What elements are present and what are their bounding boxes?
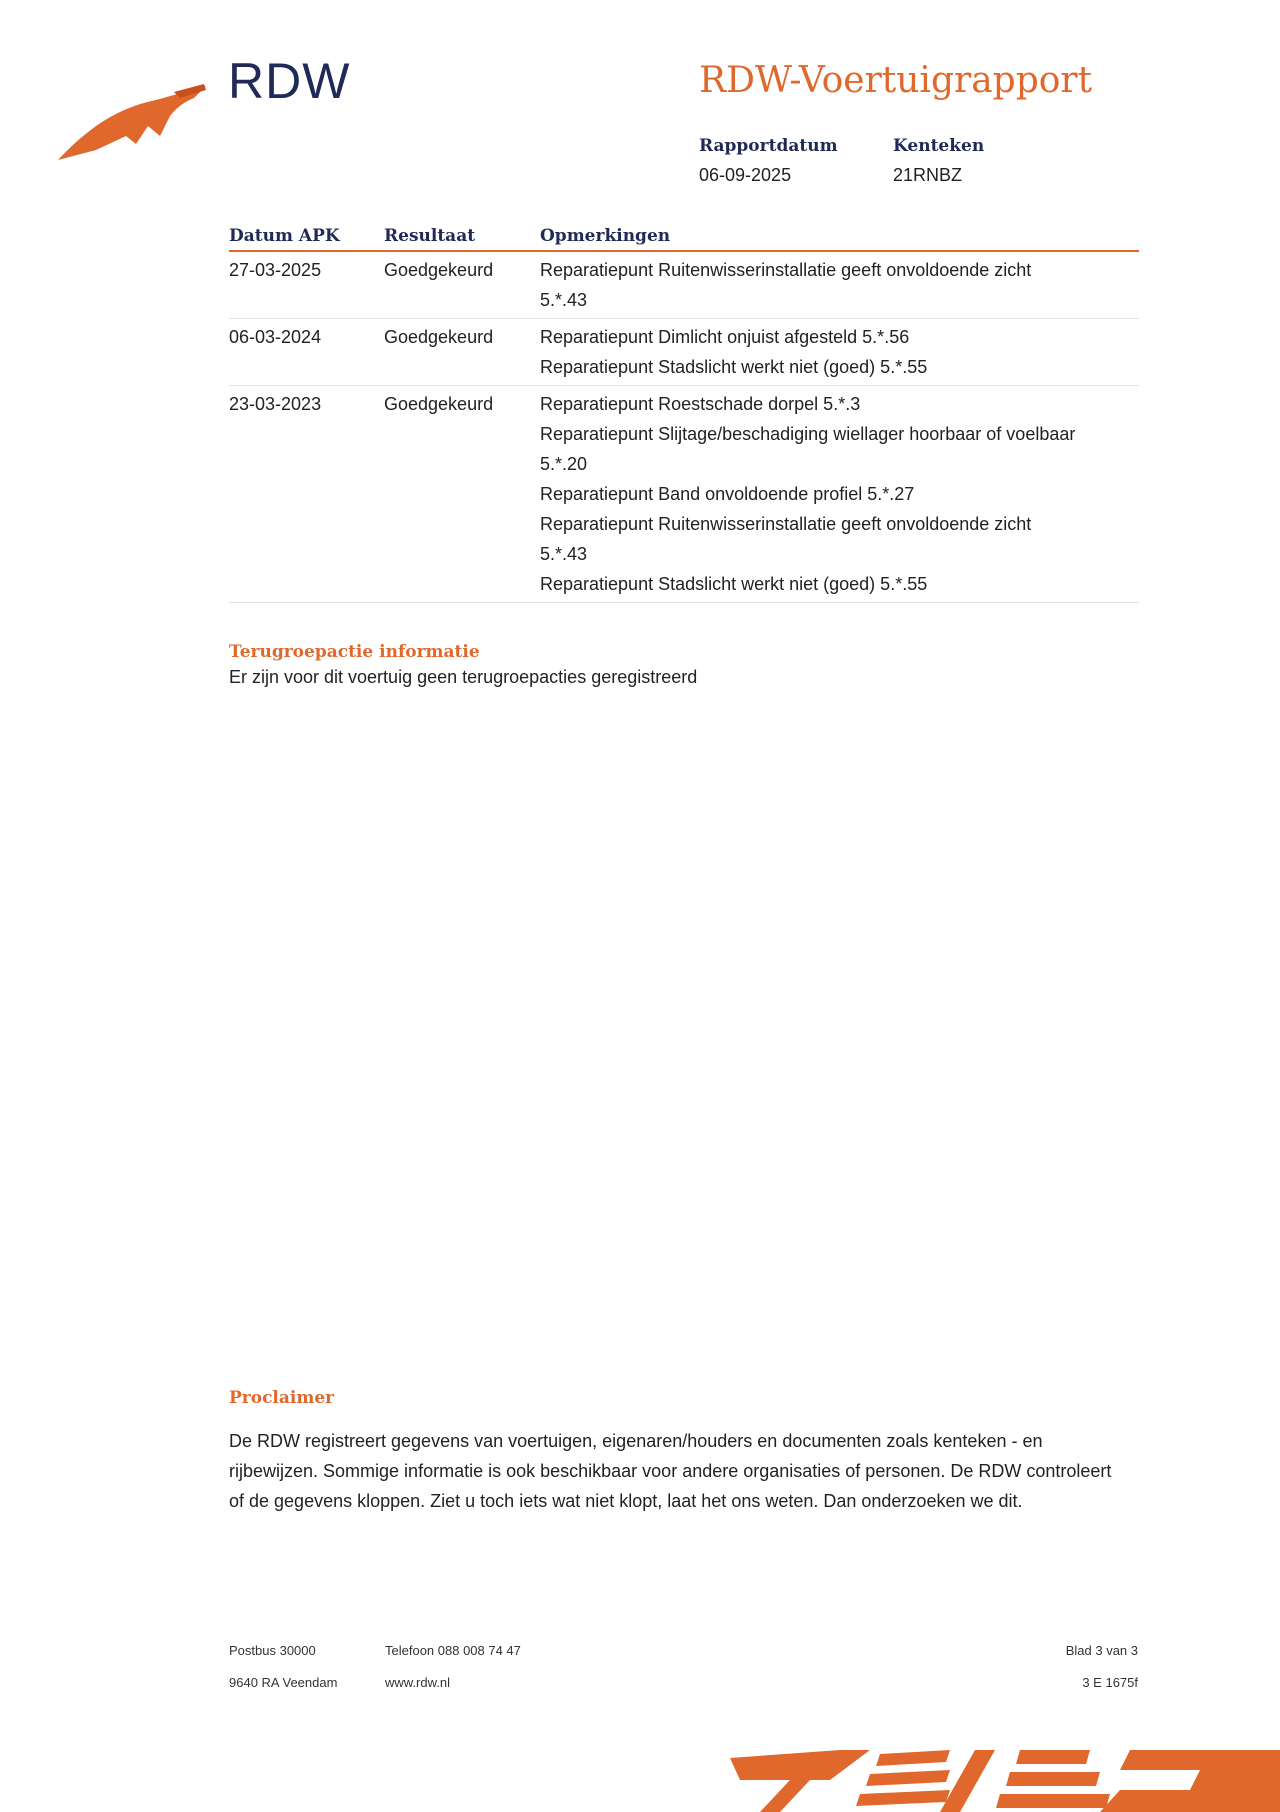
row-result: Goedgekeurd [384,394,494,414]
remark-line: Reparatiepunt Dimlicht onjuist afgesteld 5.*.56 [540,327,910,347]
table-row [229,319,1139,386]
remark-line: 5.*.20 [540,454,588,474]
table-row [229,386,1139,603]
header-result: Resultaat [384,226,476,246]
remark-line: Reparatiepunt Band onvoldoende profiel 5.*.27 [540,484,915,504]
plate-label: Kenteken [893,136,985,156]
proclaimer-title: Proclaimer [229,1388,335,1408]
recall-text: Er zijn voor dit voertuig geen terugroepacties geregistreerd [229,667,698,687]
plate-block [893,136,984,186]
row-remarks [540,255,1139,315]
decorative-stripes-icon [720,1740,1280,1812]
plate-value: 21RNBZ [893,165,963,185]
remark-line: Reparatiepunt Roestschade dorpel 5.*.3 [540,394,861,414]
row-date: 27-03-2025 [229,260,322,280]
recall-title: Terugroepactie informatie [229,642,480,662]
footer-code: 3 E 1675f [1082,1675,1138,1690]
remark-line: Reparatiepunt Slijtage/beschadiging wiellager hoorbaar of voelbaar [540,424,1076,444]
brand-name: RDW [228,53,351,109]
apk-table [229,222,1139,603]
table-header [229,222,1139,252]
row-remarks [540,322,1139,382]
footer-page: Blad 3 van 3 [1065,1643,1138,1658]
rdw-logo-icon [56,78,208,162]
remark-line: Reparatiepunt Stadslicht werkt niet (goed) 5.*.55 [540,574,928,594]
row-result: Goedgekeurd [384,327,494,347]
remark-line: Reparatiepunt Ruitenwisserinstallatie geeft onvoldoende zicht [540,514,1032,534]
footer-postbus: Postbus 30000 [229,1643,316,1658]
report-title: RDW-Voertuigrapport [699,60,1093,101]
report-date-label: Rapportdatum [699,136,838,156]
row-result: Goedgekeurd [384,260,494,280]
row-remarks [540,389,1139,599]
remark-line: 5.*.43 [540,290,588,310]
table-row [229,252,1139,319]
header-remarks: Opmerkingen [540,226,671,246]
proclaimer-text: De RDW registreert gegevens van voertuigen, eigenaren/houders en documenten zoals kenteken - en rijbewijzen. Sommige informatie is ook beschikbaar voor andere organisaties of personen. De RDW controleert of de gegevens kloppen. Ziet u toch iets wat niet klopt, laat het ons weten. Dan onderzoeken we dit. [229,1431,1112,1511]
header-date: Datum APK [229,226,340,246]
row-date: 06-03-2024 [229,327,322,347]
remark-line: 5.*.43 [540,544,588,564]
remark-line: Reparatiepunt Ruitenwisserinstallatie geeft onvoldoende zicht [540,260,1032,280]
footer-phone: Telefoon 088 008 74 47 [385,1643,521,1658]
footer-city: 9640 RA Veendam [229,1675,338,1690]
report-date-value: 06-09-2025 [699,165,792,185]
report-date-block [699,136,838,186]
row-date: 23-03-2023 [229,394,322,414]
footer-website[interactable]: www.rdw.nl [385,1675,451,1690]
remark-line: Reparatiepunt Stadslicht werkt niet (goed) 5.*.55 [540,357,928,377]
